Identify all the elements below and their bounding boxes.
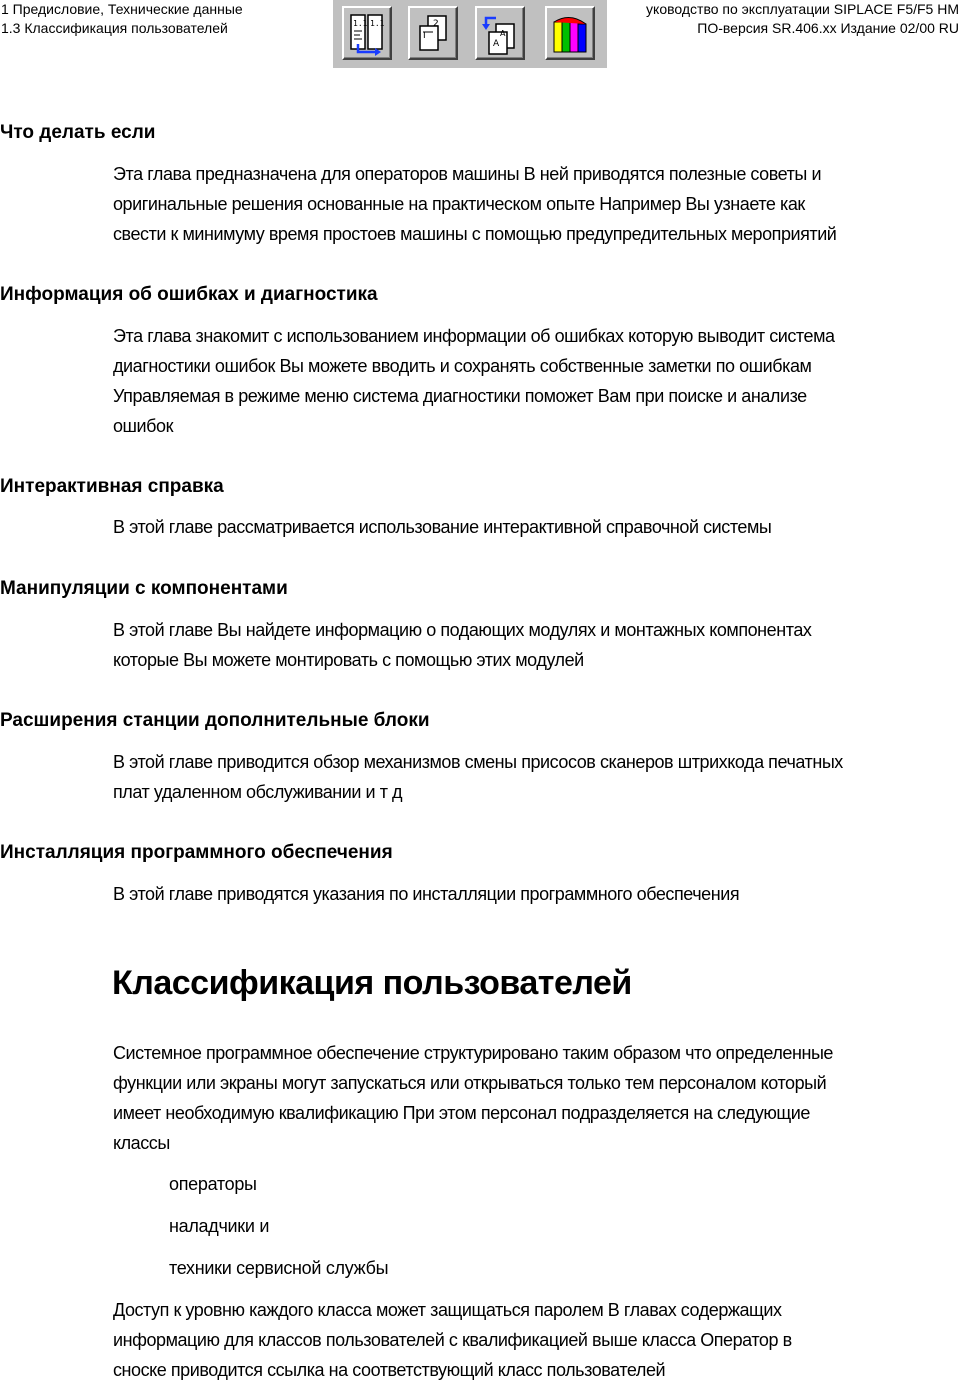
page-title: Классификация пользователей	[112, 964, 632, 1002]
chapter-title: 1 Предисловие, Технические данные	[1, 1, 243, 17]
classification-intro: Системное программное обеспечение структурировано таким образом что определенные функции или экраны могут запускаться или открываться только тем персоналом который имеет необходимую квалификацию При этом персонал подразделяется на следующие классы	[113, 1043, 833, 1153]
header-right	[646, 0, 959, 38]
section-heading-troubleshooting: Что делать если	[0, 122, 156, 143]
section-heading-components: Манипуляции с компонентами	[0, 578, 288, 599]
list-item: техники сервисной службы	[169, 1258, 389, 1278]
page-forward-icon	[413, 12, 455, 56]
list-item: операторы	[169, 1174, 257, 1194]
list-item: наладчики и	[169, 1216, 270, 1236]
section-heading-install: Инсталляция программного обеспечения	[0, 842, 393, 863]
version-edition: ПО-версия SR.406.xx Издание 02/00 RU	[697, 20, 959, 36]
svg-text:1.1: 1.1	[353, 19, 368, 28]
svg-text:A: A	[500, 29, 506, 38]
section-heading-help: Интерактивная справка	[0, 476, 224, 497]
section-body-errors: Эта глава знакомит с использованием информации об ошибках которую выводит система диагностики ошибок Вы можете вводить и сохранять собственные заметки по ошибкам Управляемая в режиме меню система диагностики поможет Вам при поиске и анализе ошибок	[113, 326, 835, 436]
section-heading-errors: Информация об ошибках и диагностика	[0, 284, 378, 305]
section-body-help: В этой главе рассматривается использование интерактивной справочной системы	[113, 517, 772, 537]
svg-text:2: 2	[433, 19, 439, 29]
library-books-icon	[550, 12, 592, 56]
section-heading-extensions: Расширения станции дополнительные блоки	[0, 710, 430, 731]
next-page-button[interactable]	[408, 6, 458, 60]
library-button[interactable]	[545, 6, 595, 60]
return-page-icon	[480, 12, 522, 56]
section-body-install: В этой главе приводятся указания по инсталляции программного обеспечения	[113, 884, 740, 904]
contents-button[interactable]	[342, 6, 392, 60]
svg-text:1.1: 1.1	[370, 19, 385, 28]
return-button[interactable]	[475, 6, 525, 60]
header-left	[1, 0, 243, 38]
manual-title: уководство по эксплуатации SIPLACE F5/F5 HM	[646, 1, 959, 17]
svg-text:I: I	[423, 31, 426, 41]
navigation-toolbar	[333, 0, 607, 68]
classification-outro: Доступ к уровню каждого класса может защищаться паролем В главах содержащих информацию для классов пользователей с квалификацией выше класса Оператор в сноске приводится ссылка на соответствующий класс пользователей	[113, 1300, 792, 1380]
section-body-extensions: В этой главе приводится обзор механизмов смены присосов сканеров штрихкода печатных плат удаленном обслуживании и т д	[113, 752, 843, 802]
section-title: 1.3 Классификация пользователей	[1, 20, 228, 36]
contents-icon	[347, 12, 389, 56]
section-body-troubleshooting: Эта глава предназначена для операторов машины В ней приводятся полезные советы и оригинальные решения основанные на практическом опыте Например Вы узнаете как свести к минимуму время простоев машины с помощью предупредительных мероприятий	[113, 164, 837, 244]
svg-text:A: A	[493, 39, 500, 49]
section-body-components: В этой главе Вы найдете информацию о подающих модулях и монтажных компонентах которые Вы можете монтировать с помощью этих модулей	[113, 620, 812, 670]
